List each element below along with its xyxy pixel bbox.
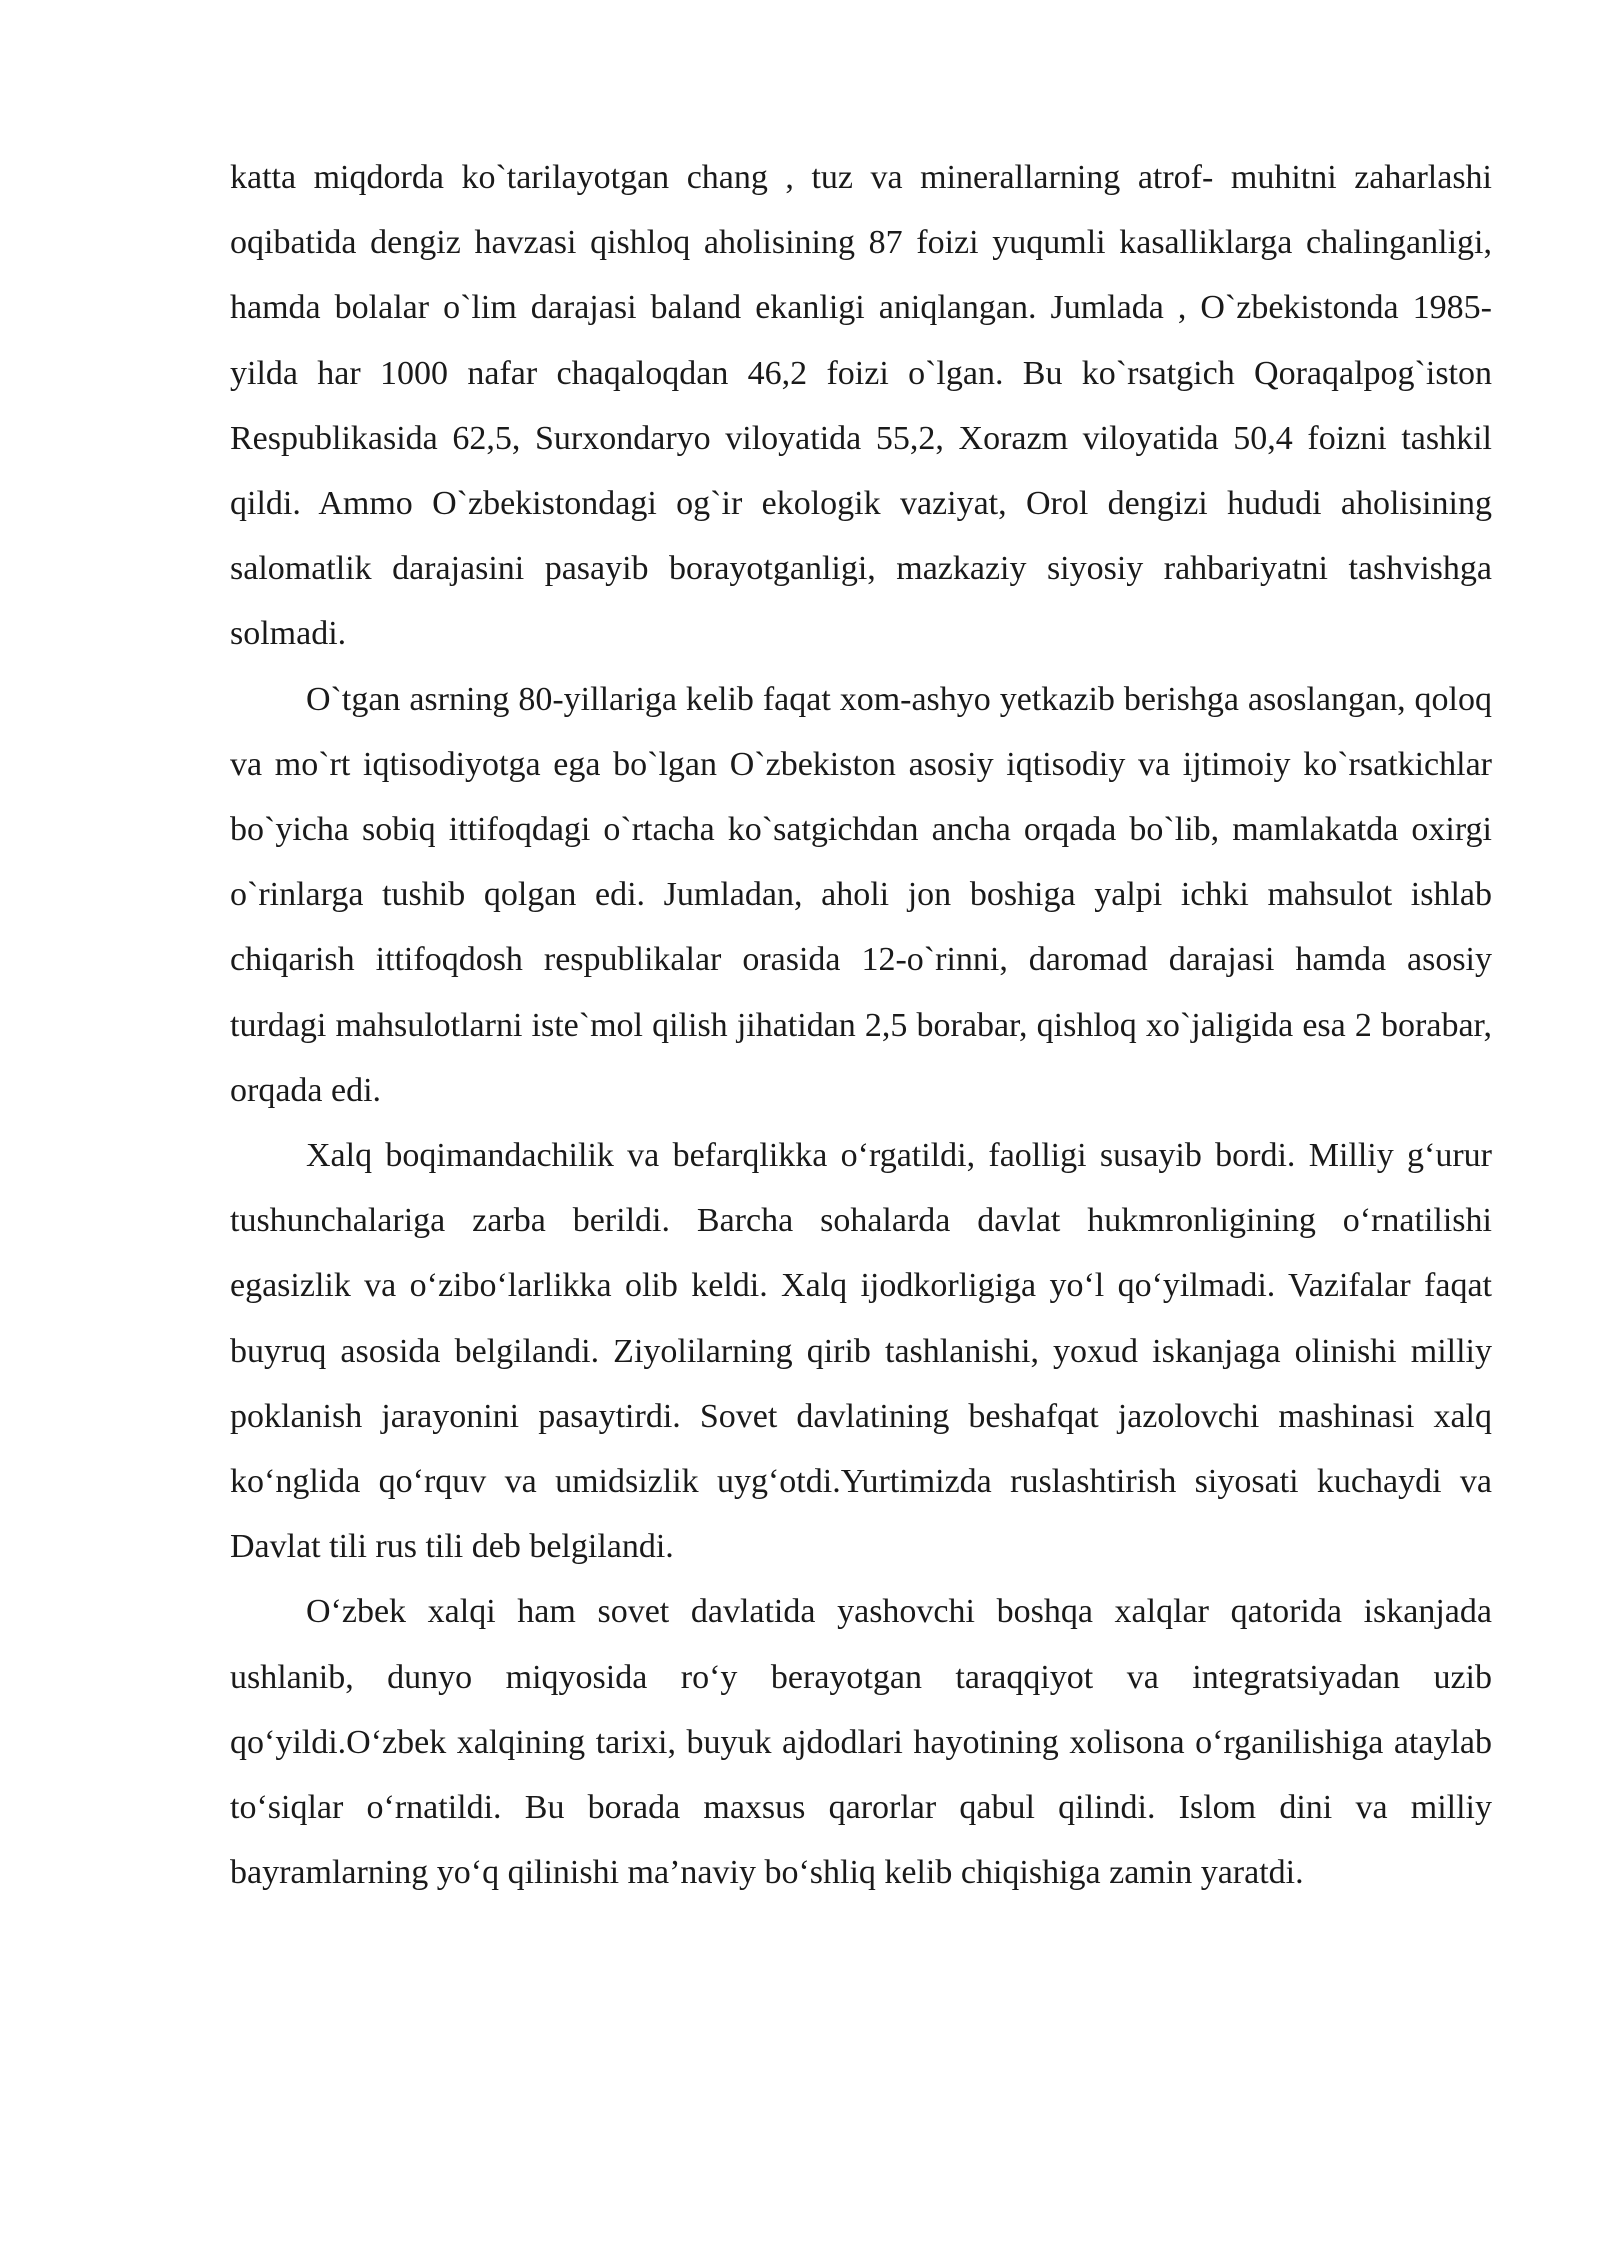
body-text (230, 145, 1492, 1905)
paragraph-economy: O`tgan asrning 80-yillariga kelib faqat xom-ashyo yetkazib berishga asoslangan, qoloq va mo`rt iqtisodiyotga ega bo`lgan O`zbekiston asosiy iqtisodiy va ijtimoiy ko`rsatkichlar bo`yicha sobiq ittifoqdagi o`rtacha ko`satgichdan ancha orqada bo`lib, mamlakatda oxirgi o`rinlarga tushib qolgan edi. Jumladan, aholi jon boshiga yalpi ichki mahsulot ishlab chiqarish ittifoqdosh respublikalar orasida 12-o`rinni, daromad darajasi hamda asosiy turdagi mahsulotlarni iste`mol qilish jihatidan 2,5 borabar, qishloq xo`jaligida esa 2 borabar, orqada edi. (230, 680, 1492, 1109)
paragraph-culture: O‘zbek xalqi ham sovet davlatida yashovchi boshqa xalqlar qatorida iskanjada ushlanib, dunyo miqyosida ro‘y berayotgan taraqqiyot va integratsiyadan uzib qo‘yildi.O‘zbek xalqining tarixi, buyuk ajdodlari hayotining xolisona o‘rganilishiga ataylab to‘siqlar o‘rnatildi. Bu borada maxsus qarorlar qabul qilindi. Islom dini va milliy bayramlarning yo‘q qilinishi ma’naviy bo‘shliq kelib chiqishiga zamin yaratdi. (230, 1593, 1492, 1892)
paragraph-society: Xalq boqimandachilik va befarqlikka o‘rgatildi, faolligi susayib bordi. Milliy g‘urur tushunchalariga zarba berildi. Barcha sohalarda davlat hukmronligining o‘rnatilishi egasizlik va o‘zibo‘larlikka olib keldi. Xalq ijodkorligiga yo‘l qo‘yilmadi. Vazifalar faqat buyruq asosida belgilandi. Ziyolilarning qirib tashlanishi, yoxud iskanjaga olinishi milliy poklanish jarayonini pasaytirdi. Sovet davlatining beshafqat jazolovchi mashinasi xalq ko‘nglida qo‘rquv va umidsizlik uyg‘otdi.Yurtimizda ruslashtirish siyosati kuchaydi va Davlat tili rus tili deb belgilandi. (230, 1137, 1492, 1566)
paragraph-continued: katta miqdorda ko`tarilayotgan chang , tuz va minerallarning atrof- muhitni zaharlashi oqibatida dengiz havzasi qishloq aholisining 87 foizi yuqumli kasalliklarga chalinganligi, hamda bolalar o`lim darajasi baland ekanligi aniqlangan. Jumlada , O`zbekistonda 1985-yilda har 1000 nafar chaqaloqdan 46,2 foizi o`lgan. Bu ko`rsatgich Qoraqalpog`iston Respublikasida 62,5, Surxondaryo viloyatida 55,2, Xorazm viloyatida 50,4 foizni tashkil qildi. Ammo O`zbekistondagi og`ir ekologik vaziyat, Orol dengizi hududi aholisining salomatlik darajasini pasayib borayotganligi, mazkaziy siyosiy rahbariyatni tashvishga solmadi. (230, 159, 1492, 653)
